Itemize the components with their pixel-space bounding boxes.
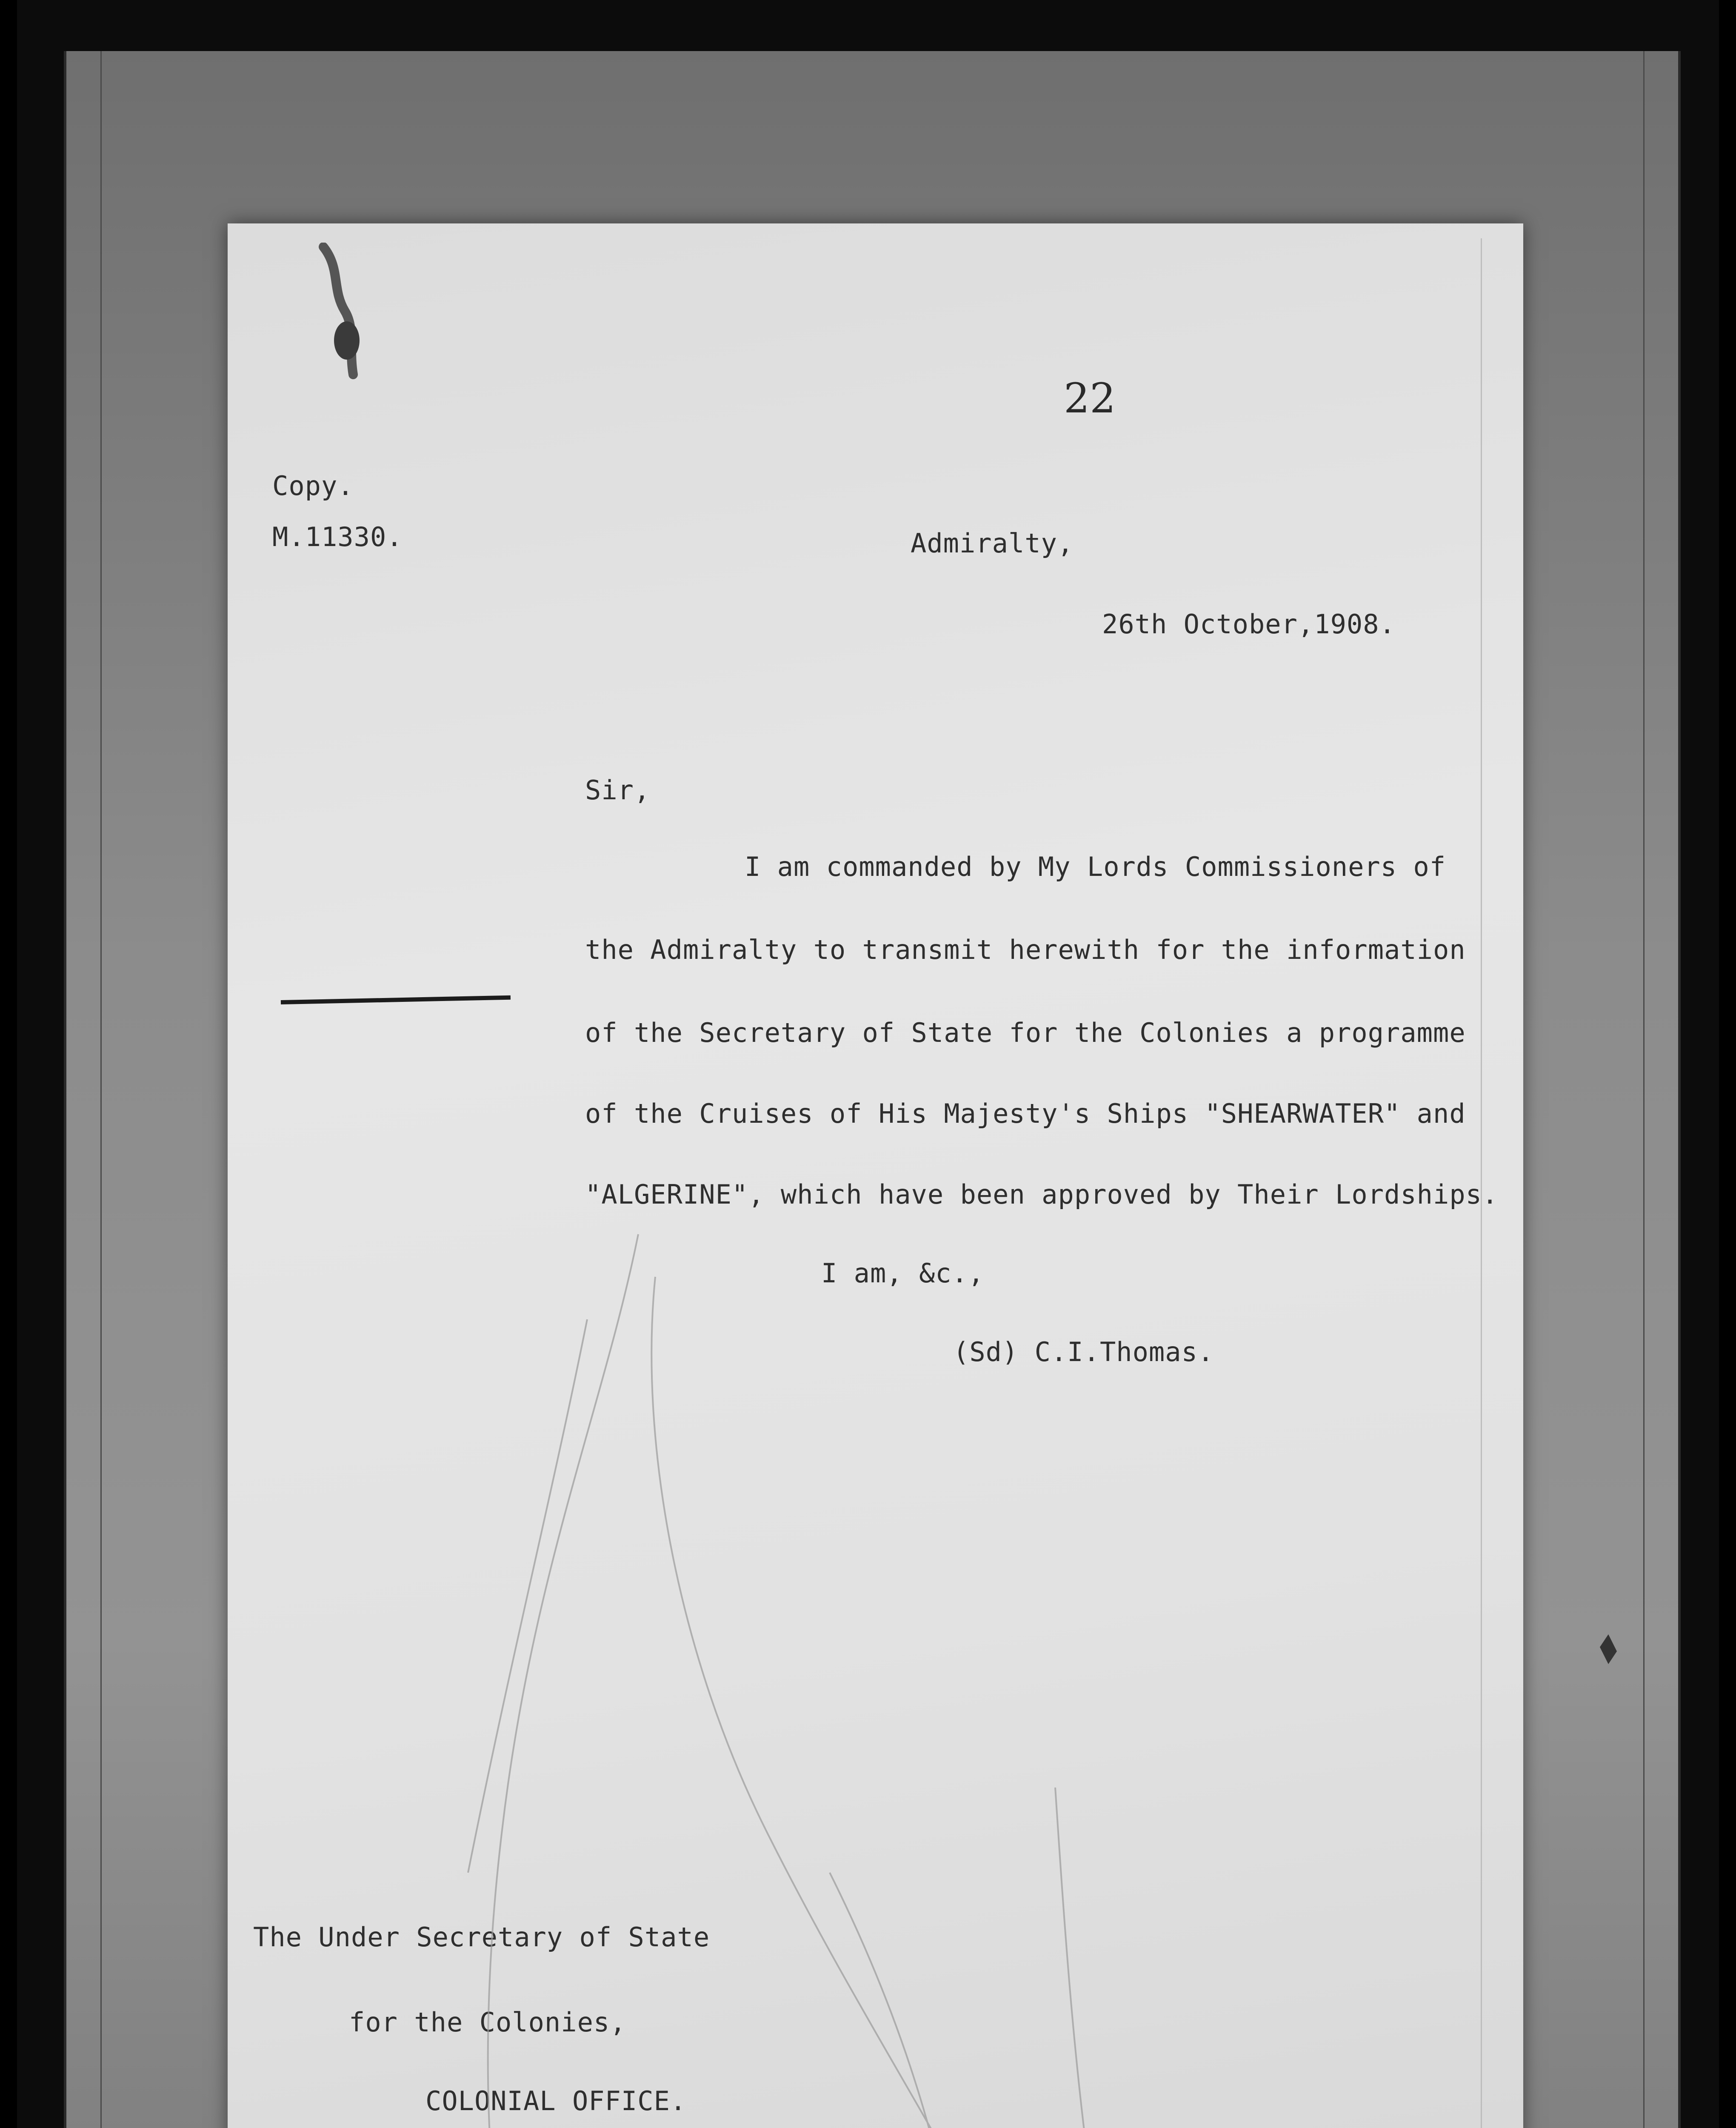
mount-inner-right-rule: [1643, 51, 1645, 2128]
closing-phrase: I am, &c.,: [821, 1258, 985, 1289]
letter-date: 26th October,1908.: [1102, 609, 1396, 640]
salutation: Sir,: [585, 775, 651, 806]
copy-label: Copy.: [272, 470, 354, 501]
body-line: I am commanded by My Lords Commissioners of: [745, 851, 1446, 882]
body-line: of the Cruises of His Majesty's Ships "SHEARWATER" and: [585, 1098, 1466, 1129]
addressee-line: for the Colonies,: [349, 2007, 626, 2038]
mount-right-rule: [1678, 51, 1681, 2128]
addressee-line: The Under Secretary of State: [253, 1922, 710, 1953]
reference-number: M.11330.: [272, 521, 403, 552]
mount-left-rule: [64, 51, 66, 2128]
sender-origin: Admiralty,: [911, 528, 1074, 559]
binding-tie-mark: [315, 243, 374, 383]
folio-number: 22: [1064, 375, 1116, 422]
addressee-line: COLONIAL OFFICE.: [425, 2085, 687, 2117]
signature-line: (Sd) C.I.Thomas.: [953, 1336, 1214, 1367]
body-line: of the Secretary of State for the Colonies a programme: [585, 1017, 1466, 1048]
body-line: "ALGERINE", which have been approved by Their Lordships.: [585, 1179, 1499, 1210]
letter-sheet: [228, 223, 1523, 2128]
body-line: the Admiralty to transmit herewith for the information: [585, 934, 1466, 965]
mount-inner-left-rule: [100, 51, 102, 2128]
